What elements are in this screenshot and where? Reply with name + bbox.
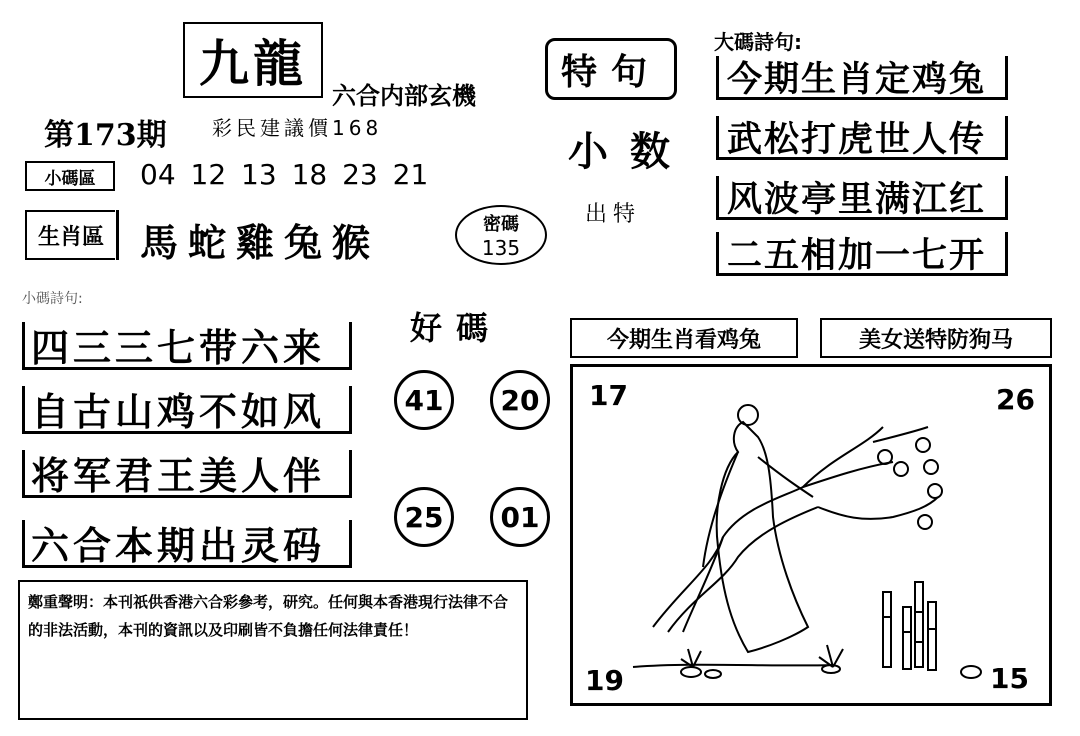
beauty-with-plum-tree-illustration bbox=[573, 367, 1049, 703]
issue-number: 第173期 bbox=[44, 118, 167, 153]
zodiac-divider bbox=[116, 210, 119, 260]
zodiac-label: 生肖區 bbox=[25, 210, 115, 260]
illustration-panel bbox=[570, 364, 1052, 706]
secret-code-value: 135 bbox=[481, 236, 521, 260]
big-poem-line-2: 武松打虎世人传 bbox=[716, 116, 1008, 160]
left-poem-line-4: 六合本期出灵码 bbox=[22, 520, 352, 568]
secret-code-label: 密碼 bbox=[483, 214, 519, 235]
corner-number-top-right: 26 bbox=[996, 383, 1035, 416]
disclaimer-notice: 鄭重聲明：本刊祇供香港六合彩參考，研究。任何與本香港現行法律不合的非法活動，本刊的資訊以及印刷皆不負擔任何法律責任！ bbox=[18, 580, 528, 720]
left-poem-line-1: 四三三七带六来 bbox=[22, 322, 352, 370]
corner-number-top-left: 17 bbox=[589, 379, 628, 412]
good-codes-title: 好碼 bbox=[410, 309, 503, 347]
special-sub-text: 出特 bbox=[585, 202, 642, 227]
beauty-tip: 美女送特防狗马 bbox=[820, 318, 1052, 358]
subtitle: 六合内部玄機 bbox=[332, 82, 476, 110]
special-badge: 特句 bbox=[545, 38, 677, 100]
good-code-2: 20 bbox=[490, 370, 550, 430]
page-title: 九龍 bbox=[183, 22, 323, 98]
left-poem-line-3: 将军君王美人伴 bbox=[22, 450, 352, 498]
big-poem-heading: 大碼詩句: bbox=[714, 30, 802, 54]
left-poem-line-2: 自古山鸡不如风 bbox=[22, 386, 352, 434]
small-code-numbers: 04 12 13 18 23 21 bbox=[140, 158, 429, 191]
big-poem-line-3: 风波亭里满江红 bbox=[716, 176, 1008, 220]
zodiac-tip: 今期生肖看鸡兔 bbox=[570, 318, 798, 358]
big-poem-line-4: 二五相加一七开 bbox=[716, 232, 1008, 276]
secret-code-badge bbox=[455, 205, 547, 265]
corner-number-bottom-left: 19 bbox=[585, 664, 624, 697]
special-main-text: 小数 bbox=[568, 129, 692, 175]
good-code-3: 25 bbox=[394, 487, 454, 547]
corner-number-bottom-right: 15 bbox=[990, 662, 1029, 695]
small-poem-heading: 小碼詩句: bbox=[22, 291, 83, 307]
good-code-1: 41 bbox=[394, 370, 454, 430]
big-poem-line-1: 今期生肖定鸡兔 bbox=[716, 56, 1008, 100]
zodiac-values: 馬蛇雞兔猴 bbox=[140, 221, 381, 265]
small-code-label: 小碼區 bbox=[25, 161, 115, 191]
price-label: 彩民建議價168 bbox=[212, 116, 383, 140]
good-code-4: 01 bbox=[490, 487, 550, 547]
